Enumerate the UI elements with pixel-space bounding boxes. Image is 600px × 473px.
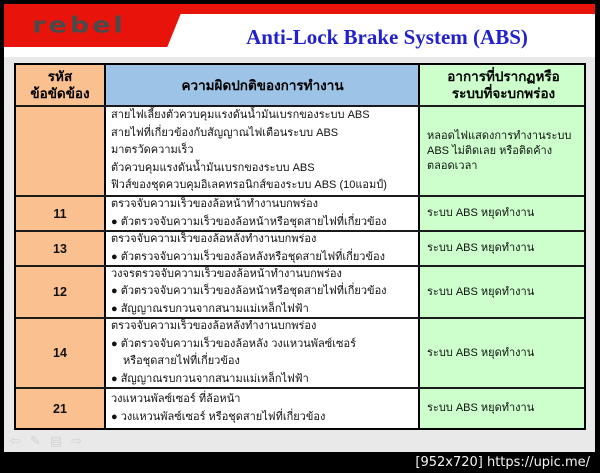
code-cell: 13 <box>16 232 106 265</box>
code-cell: 12 <box>16 267 106 317</box>
header-code-column: รหัส ข้อขัดข้อง <box>16 65 106 105</box>
table-row <box>16 195 584 230</box>
symptom-cell: ระบบ ABS หยุดทำงาน <box>420 267 584 317</box>
table-row <box>16 317 584 387</box>
page-title: Anti-Lock Brake System (ABS) <box>246 25 528 49</box>
abs-fault-table <box>14 63 586 430</box>
code-cell: 11 <box>16 197 106 230</box>
slide-page <box>4 4 595 452</box>
table-row <box>16 265 584 317</box>
header-band <box>4 4 595 57</box>
malfunction-cell: ตรวจจับความเร็วของล้อหลังทำงานบกพร่อง ● ตัวตรวจจับความเร็วของล้อหลัง วงแหวนพัลซ์เซอร์ หรือชุดสายไฟที่เกี่ยวข้อง ● สัญญาณรบกวนจากสนามแม่เหล็กไฟฟ้า <box>106 319 420 387</box>
malfunction-cell: วงจรตรวจจับความเร็วของล้อหน้าทำงานบกพร่อง ● ตัวตรวจจับความเร็วของล้อหน้าหรือชุดสายไฟที่เกี่ยวข้อง ● สัญญาณรบกวนจากสนามแม่เหล็กไฟฟ้า <box>106 267 420 317</box>
table-row <box>16 230 584 265</box>
prev-slide-icon[interactable]: ⇦ <box>10 433 21 448</box>
table-row <box>16 387 584 428</box>
symptom-cell: ระบบ ABS หยุดทำงาน <box>420 319 584 387</box>
symptom-cell: ระบบ ABS หยุดทำงาน <box>420 389 584 428</box>
malfunction-cell: สายไฟเลี้ยงตัวควบคุมแรงดันน้ำมันเบรกของระบบ ABS สายไฟที่เกี่ยวข้องกับสัญญาณไฟเตือนระบบ ABS มาตรวัดความเร็ว ตัวควบคุมแรงดันน้ำมันเบรกของระบบ ABS ฟิวส์ของชุดควบคุมอิเลคทรอนิกส์ของระบบ ABS (10แอมป์) <box>106 107 420 195</box>
table-header-row <box>16 65 584 105</box>
malfunction-cell: วงแหวนพัลซ์เซอร์ ที่ล้อหน้า ● วงแหวนพัลซ์เซอร์ หรือชุดสายไฟที่เกี่ยวข้อง <box>106 389 420 428</box>
table-row <box>16 105 584 195</box>
code-cell <box>16 107 106 195</box>
symptom-cell: ระบบ ABS หยุดทำงาน <box>420 197 584 230</box>
code-cell: 21 <box>16 389 106 428</box>
next-slide-icon[interactable]: ⇨ <box>71 433 83 448</box>
malfunction-cell: ตรวจจับความเร็วของล้อหน้าทำงานบกพร่อง ● ตัวตรวจจับความเร็วของล้อหน้าหรือชุดสายไฟที่เกี่ยวข้อง <box>106 197 420 230</box>
presenter-nav <box>10 433 82 449</box>
caption-bar <box>0 452 600 473</box>
code-cell: 14 <box>16 319 106 387</box>
header-malfunction-column: ความผิดปกติของการทำงาน <box>106 65 420 105</box>
symptom-cell: ระบบ ABS หยุดทำงาน <box>420 232 584 265</box>
symptom-cell: หลอดไฟแสดงการทำงานระบบ ABS ไม่ติดเลย หรือติดค้าง ตลอดเวลา <box>420 107 584 195</box>
image-host-caption: [952x720] https://upic.me/ <box>415 455 590 470</box>
pen-tool-icon[interactable]: ✎ <box>29 433 41 448</box>
rebel-logo-text: rebel <box>32 12 126 39</box>
slide-menu-icon[interactable]: ▤ <box>49 433 63 448</box>
malfunction-cell: ตรวจจับความเร็วของล้อหลังทำงานบกพร่อง ● ตัวตรวจจับความเร็วของล้อหลังหรือชุดสายไฟที่เกี่ยวข้อง <box>106 232 420 265</box>
header-symptom-column: อาการที่ปรากฏหรือ ระบบที่จะบกพร่อง <box>420 65 584 105</box>
rebel-logo <box>4 4 154 47</box>
